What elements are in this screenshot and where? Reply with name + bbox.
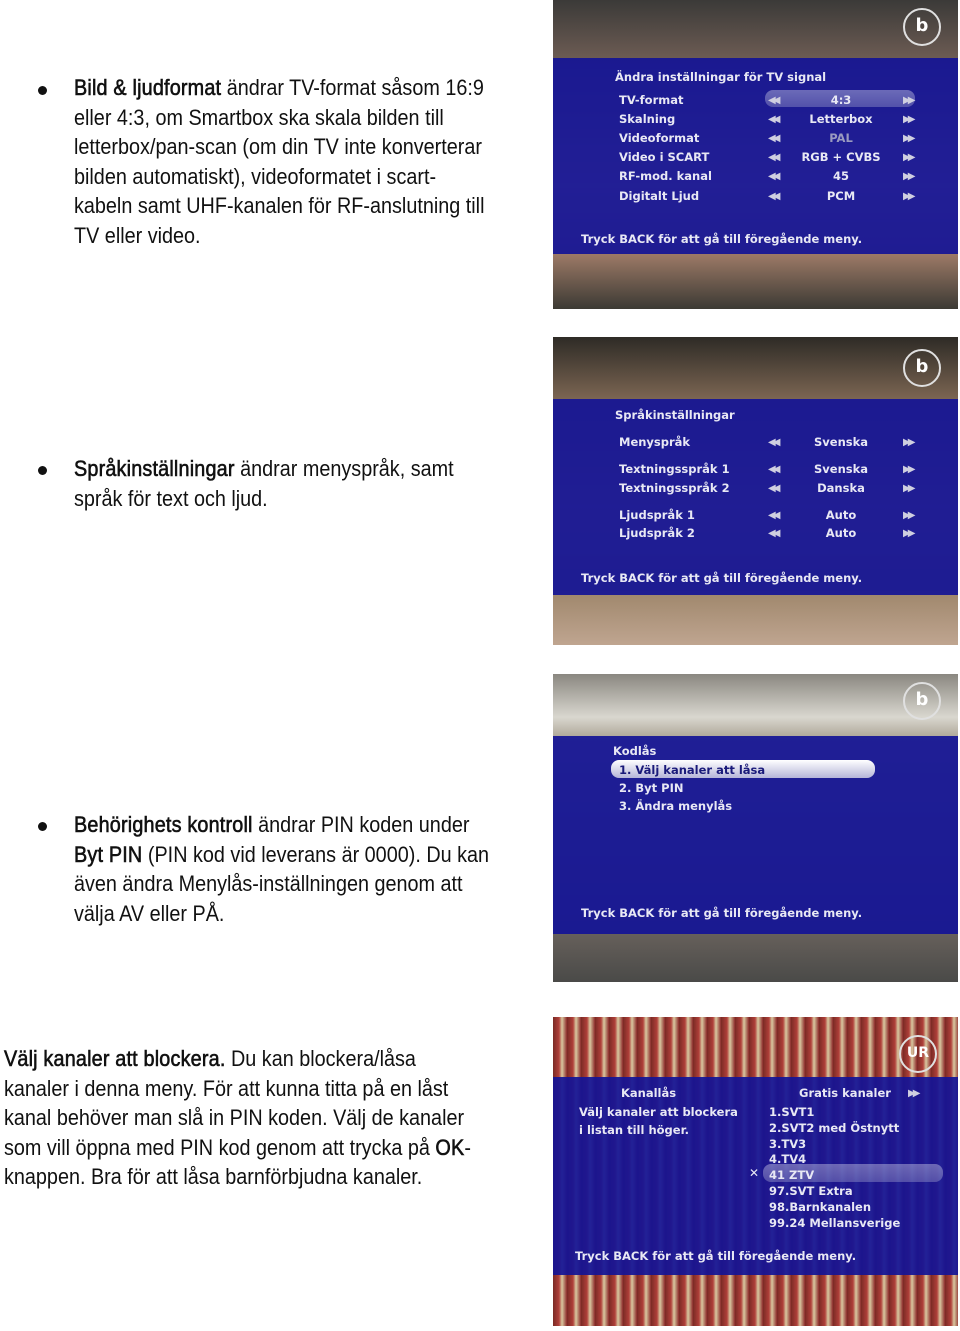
paragraph-bild-ljudformat — [74, 73, 484, 250]
lock-check-icon: ✕ — [749, 1166, 760, 1180]
osd-row-value: 45 — [832, 169, 849, 183]
broadcaster-logo: b — [903, 8, 941, 46]
osd-footer: Tryck BACK för att gå till föregående meny. — [581, 571, 863, 585]
broadcaster-logo: UR — [899, 1035, 937, 1073]
screenshot-channel-lock — [553, 1017, 958, 1326]
osd-title: Språkinställningar — [615, 408, 735, 422]
osd-row-label: TV-format — [619, 93, 684, 107]
term-sprakinstallningar: Språkinställningar — [74, 456, 235, 481]
osd-row-value: Svenska — [813, 462, 869, 476]
channel-item[interactable]: 4.TV4 — [769, 1152, 807, 1166]
channel-list-title: Gratis kanaler — [799, 1086, 891, 1100]
paragraph-line: kabeln samt UHF-kanalen för RF-anslutning till — [74, 193, 485, 218]
osd-row-label: RF-mod. kanal — [619, 169, 712, 183]
menu-item-change-pin[interactable]: 2. Byt PIN — [619, 781, 684, 795]
paragraph-line: TV eller video. — [74, 222, 201, 248]
channel-item[interactable]: 2.SVT2 med Östnytt — [769, 1121, 900, 1135]
osd-row-label: Ljudspråk 2 — [619, 526, 695, 540]
screenshot-codelock — [553, 674, 958, 982]
paragraph-text: ändrar TV-format såsom 16:9 — [221, 75, 484, 100]
osd-description: i listan till höger. — [579, 1123, 689, 1137]
arrow-left-icon: ◀◀ — [768, 95, 778, 106]
paragraph-line: bilden automatiskt), videoformatet i scart- — [74, 163, 437, 189]
arrow-left-icon: ◀◀ — [768, 437, 778, 448]
paragraph-line: kanaler i denna meny. För att kunna titta på en låst — [4, 1075, 449, 1101]
osd-menu-tv-signal — [553, 58, 958, 254]
arrow-left-icon: ◀◀ — [768, 510, 778, 521]
paragraph-line: språk för text och ljud. — [74, 485, 268, 511]
paragraph-text: - — [464, 1134, 471, 1160]
osd-row-label: Textningsspråk 1 — [619, 462, 730, 476]
broadcaster-logo: b — [903, 349, 941, 387]
osd-row-value: Auto — [825, 526, 857, 540]
paragraph-text: Du kan blockera/låsa — [225, 1046, 416, 1071]
menu-item-change-menulock[interactable]: 3. Ändra menylås — [619, 799, 733, 813]
broadcaster-logo: b — [903, 682, 941, 720]
arrow-left-icon: ◀◀ — [768, 528, 778, 539]
channel-item[interactable]: 99.24 Mellansverige — [769, 1216, 901, 1230]
osd-footer: Tryck BACK för att gå till föregående meny. — [581, 906, 863, 920]
osd-description: Välj kanaler att blockera — [579, 1105, 738, 1119]
channel-item[interactable]: 98.Barnkanalen — [769, 1200, 872, 1214]
paragraph-line: knappen. Bra för att låsa barnförbjudna kanaler. — [4, 1164, 423, 1189]
arrow-left-icon: ◀◀ — [768, 133, 778, 144]
osd-row-label: Skalning — [619, 112, 676, 126]
osd-menu-codelock — [553, 736, 958, 934]
arrow-left-icon: ◀◀ — [768, 114, 778, 125]
arrow-right-icon: ▶▶ — [903, 133, 913, 144]
arrow-right-icon: ▶▶ — [903, 114, 913, 125]
osd-footer: Tryck BACK för att gå till föregående meny. — [575, 1249, 857, 1263]
osd-row-value: 4:3 — [830, 93, 852, 107]
arrow-right-icon: ▶▶ — [903, 510, 913, 521]
channel-item[interactable]: 3.TV3 — [769, 1137, 807, 1151]
arrow-right-icon: ▶▶ — [908, 1088, 918, 1099]
osd-row-value: PAL — [829, 131, 853, 145]
osd-menu-channel-lock — [553, 1077, 958, 1275]
screenshot-tv-signal — [553, 0, 958, 309]
osd-row-value: Letterbox — [809, 112, 873, 126]
arrow-left-icon: ◀◀ — [768, 483, 778, 494]
osd-row-value: Svenska — [813, 435, 869, 449]
osd-row-label: Video i SCART — [619, 150, 710, 164]
arrow-right-icon: ▶▶ — [903, 483, 913, 494]
paragraph-line: letterbox/pan-scan (om din TV inte konverterar — [74, 134, 482, 159]
osd-title: Kanallås — [621, 1086, 677, 1100]
paragraph-line: välja AV eller PÅ. — [74, 900, 225, 926]
paragraph-line: även ändra Menylås-inställningen genom att — [74, 871, 463, 896]
screenshot-language — [553, 337, 958, 645]
paragraph-text: ändrar PIN koden under — [252, 812, 470, 837]
paragraph-text: ändrar menyspråk, samt — [234, 456, 454, 481]
osd-row-label: Digitalt Ljud — [619, 189, 700, 203]
arrow-right-icon: ▶▶ — [903, 95, 913, 106]
arrow-right-icon: ▶▶ — [903, 171, 913, 182]
arrow-right-icon: ▶▶ — [903, 191, 913, 202]
osd-row-label: Ljudspråk 1 — [619, 508, 695, 522]
arrow-left-icon: ◀◀ — [768, 152, 778, 163]
osd-row-label: Videoformat — [619, 131, 700, 145]
term-byt-pin: Byt PIN — [74, 841, 143, 867]
paragraph-behorighets-kontroll — [74, 810, 489, 928]
osd-row-value: PCM — [826, 189, 856, 203]
osd-row-label: Menyspråk — [619, 435, 691, 449]
menu-item-select-channels[interactable]: 1. Välj kanaler att låsa — [619, 763, 766, 777]
term-ok: OK — [435, 1134, 465, 1160]
paragraph-valj-kanaler — [4, 1044, 471, 1192]
osd-menu-language — [553, 399, 958, 595]
term-behorighets-kontroll: Behörighets kontroll — [74, 812, 253, 837]
bullet — [38, 822, 47, 831]
osd-row-label: Textningsspråk 2 — [619, 481, 730, 495]
paragraph-text: (PIN kod vid leverans är 0000). Du kan — [142, 841, 490, 867]
arrow-right-icon: ▶▶ — [903, 152, 913, 163]
osd-title: Ändra inställningar för TV signal — [615, 70, 827, 84]
paragraph-line: eller 4:3, om Smartbox ska skala bilden till — [74, 104, 444, 130]
paragraph-sprakinstallningar — [74, 454, 454, 513]
arrow-left-icon: ◀◀ — [768, 191, 778, 202]
term-valj-kanaler: Välj kanaler att blockera. — [4, 1046, 226, 1071]
arrow-left-icon: ◀◀ — [768, 171, 778, 182]
osd-footer: Tryck BACK för att gå till föregående meny. — [581, 232, 863, 246]
osd-row-value: RGB + CVBS — [801, 150, 881, 164]
paragraph-line: kanal behöver man slå in PIN koden. Välj de kanaler — [4, 1105, 465, 1130]
osd-row-value: Danska — [817, 481, 865, 495]
bullet — [38, 86, 47, 95]
arrow-left-icon: ◀◀ — [768, 464, 778, 475]
channel-item[interactable]: 41 ZTV — [769, 1168, 815, 1182]
channel-item[interactable]: 97.SVT Extra — [769, 1184, 853, 1198]
term-bild-ljudformat: Bild & ljudformat — [74, 75, 222, 100]
arrow-right-icon: ▶▶ — [903, 464, 913, 475]
osd-title: Kodlås — [613, 744, 657, 758]
osd-row-value: Auto — [825, 508, 857, 522]
arrow-right-icon: ▶▶ — [903, 528, 913, 539]
bullet — [38, 466, 47, 475]
channel-item[interactable]: 1.SVT1 — [769, 1105, 815, 1119]
paragraph-text: som vill öppna med PIN kod genom att trycka på — [4, 1134, 436, 1160]
arrow-right-icon: ▶▶ — [903, 437, 913, 448]
